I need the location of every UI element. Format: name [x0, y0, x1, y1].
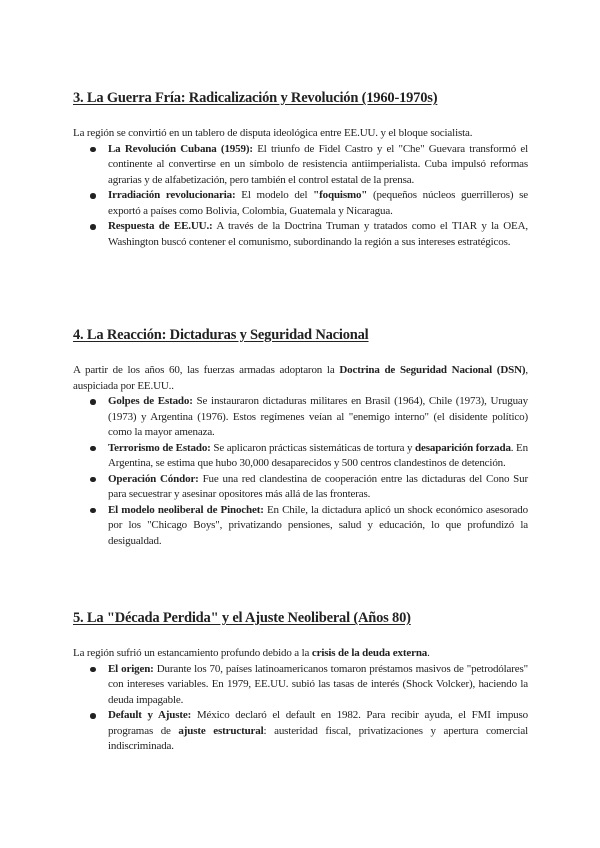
bullet-icon — [90, 147, 96, 153]
bullet-icon — [90, 667, 96, 673]
section-4-list — [73, 394, 528, 549]
list-item: El modelo neoliberal de Pinochet: En Chile, la dictadura aplicó un shock económico asesorado por los "Chicago Boys", privatizando pensiones, salud y educación, lo que profundizó la desigualdad. — [73, 503, 528, 550]
section-3-heading: 3. La Guerra Fría: Radicalización y Revolución (1960-1970s) — [73, 90, 438, 106]
section-3 — [73, 90, 528, 250]
bullet-icon — [90, 508, 96, 514]
bullet-icon — [90, 193, 96, 199]
list-item: Irradiación revolucionaria: El modelo del "foquismo" (pequeños núcleos guerrilleros) se exportó a países como Bolivia, Colombia, Guatemala y Nicaragua. — [73, 188, 528, 219]
section-4-intro: A partir de los años 60, las fuerzas armadas adoptaron la Doctrina de Seguridad Nacional (DSN), auspiciada por EE.UU.. — [73, 364, 528, 392]
section-4 — [73, 327, 528, 549]
bullet-icon — [90, 713, 96, 719]
list-item: El origen: Durante los 70, países latinoamericanos tomaron préstamos masivos de "petrodólares" con intereses variables. En 1979, EE.UU. subió las tasas de interés (Shock Volcker), haciendo la deuda impagable. — [73, 662, 528, 709]
list-item: Terrorismo de Estado: Se aplicaron prácticas sistemáticas de tortura y desaparición forzada. En Argentina, se estima que hubo 30,000 desaparecidos y 500 centros clandestinos de detención. — [73, 441, 528, 472]
bullet-icon — [90, 399, 96, 405]
bullet-icon — [90, 477, 96, 483]
list-item: Default y Ajuste: México declaró el default en 1982. Para recibir ayuda, el FMI impuso programas de ajuste estructural: austeridad fiscal, privatizaciones y apertura comercial indiscriminada. — [73, 708, 528, 755]
bullet-icon — [90, 446, 96, 452]
section-3-list — [73, 142, 528, 251]
list-item: Respuesta de EE.UU.: A través de la Doctrina Truman y tratados como el TIAR y la OEA, Washington buscó contener el comunismo, subordinando la región a sus intereses estratégicos. — [73, 219, 528, 250]
section-3-intro: La región se convirtió en un tablero de disputa ideológica entre EE.UU. y el bloque socialista. — [73, 127, 473, 139]
section-5-list — [73, 662, 528, 755]
section-5-intro: La región sufrió un estancamiento profundo debido a la crisis de la deuda externa. — [73, 647, 430, 659]
list-item: La Revolución Cubana (1959): El triunfo de Fidel Castro y el "Che" Guevara transformó el continente al convertirse en un símbolo de resistencia antiimperialista. Cuba impulsó reformas agrarias y de alfabetización, pero también el control estatal de la prensa. — [73, 142, 528, 189]
section-4-heading: 4. La Reacción: Dictaduras y Seguridad Nacional — [73, 327, 369, 343]
bullet-icon — [90, 224, 96, 230]
section-5 — [73, 610, 528, 755]
list-item: Golpes de Estado: Se instauraron dictaduras militares en Brasil (1964), Chile (1973), Uruguay (1973) y Argentina (1976). Estos regímenes veían al "enemigo interno" (el disidente político) como la mayor amenaza. — [73, 394, 528, 441]
list-item: Operación Cóndor: Fue una red clandestina de cooperación entre las dictaduras del Cono Sur para secuestrar y asesinar opositores más allá de las fronteras. — [73, 472, 528, 503]
section-5-heading: 5. La "Década Perdida" y el Ajuste Neoliberal (Años 80) — [73, 610, 411, 626]
